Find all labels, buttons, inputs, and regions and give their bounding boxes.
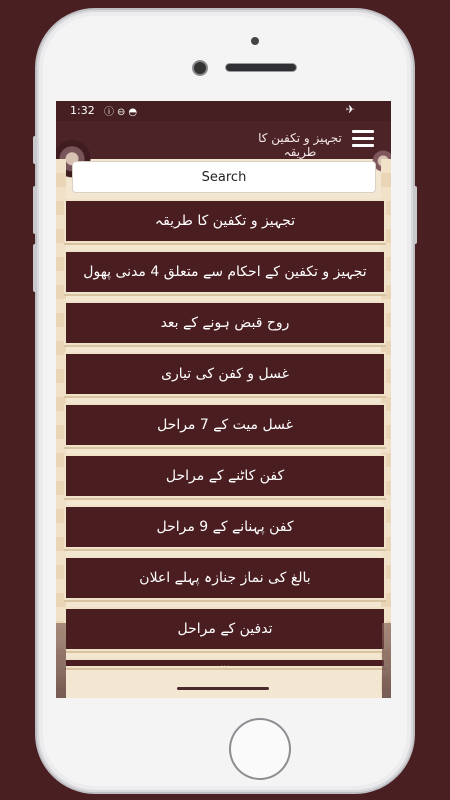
list-item[interactable]: ... <box>64 658 386 668</box>
list-item[interactable]: غسل میت کے 7 مراحل <box>64 403 386 447</box>
list-item[interactable]: تجہیز و تکفین کا طریقہ <box>64 199 386 243</box>
info-icon: ⓘ <box>104 107 117 118</box>
corner-ornament-icon <box>56 623 66 698</box>
earpiece-speaker <box>226 64 296 71</box>
corner-ornament-icon <box>382 623 391 698</box>
mute-switch <box>33 136 37 164</box>
airplane-icon: ✈ <box>345 103 355 116</box>
sensor <box>251 37 259 45</box>
list-item[interactable]: بالغ کی نماز جنازہ پہلے اعلان <box>64 556 386 600</box>
list-item[interactable]: تدفین کے مراحل <box>64 607 386 651</box>
power-button <box>413 186 417 244</box>
volume-down-button <box>33 244 37 292</box>
list-item[interactable]: تجہیز و تکفین کے احکام سے متعلق 4 مدنی پھول <box>64 250 386 294</box>
home-button[interactable] <box>231 720 289 778</box>
status-bar <box>56 101 391 121</box>
front-camera <box>194 62 206 74</box>
dnd-icon: ⊖ <box>117 107 129 118</box>
app-title: تجہیز و تکفین کا طریقہ <box>258 131 342 159</box>
list-item[interactable]: کفن پہنانے کے 9 مراحل <box>64 505 386 549</box>
status-icons <box>104 103 140 118</box>
volume-up-button <box>33 186 37 234</box>
list-item[interactable]: کفن کاٹنے کے مراحل <box>64 454 386 498</box>
screen <box>56 101 391 698</box>
android-icon: ◓ <box>128 107 141 118</box>
list-item[interactable]: غسل و کفن کی تیاری <box>64 352 386 396</box>
app-bar <box>56 121 391 159</box>
status-time: 1:32 <box>70 104 95 117</box>
list-item[interactable]: روح قبض ہونے کے بعد <box>64 301 386 345</box>
home-indicator[interactable] <box>177 687 269 690</box>
search-input[interactable]: Search <box>72 161 376 193</box>
